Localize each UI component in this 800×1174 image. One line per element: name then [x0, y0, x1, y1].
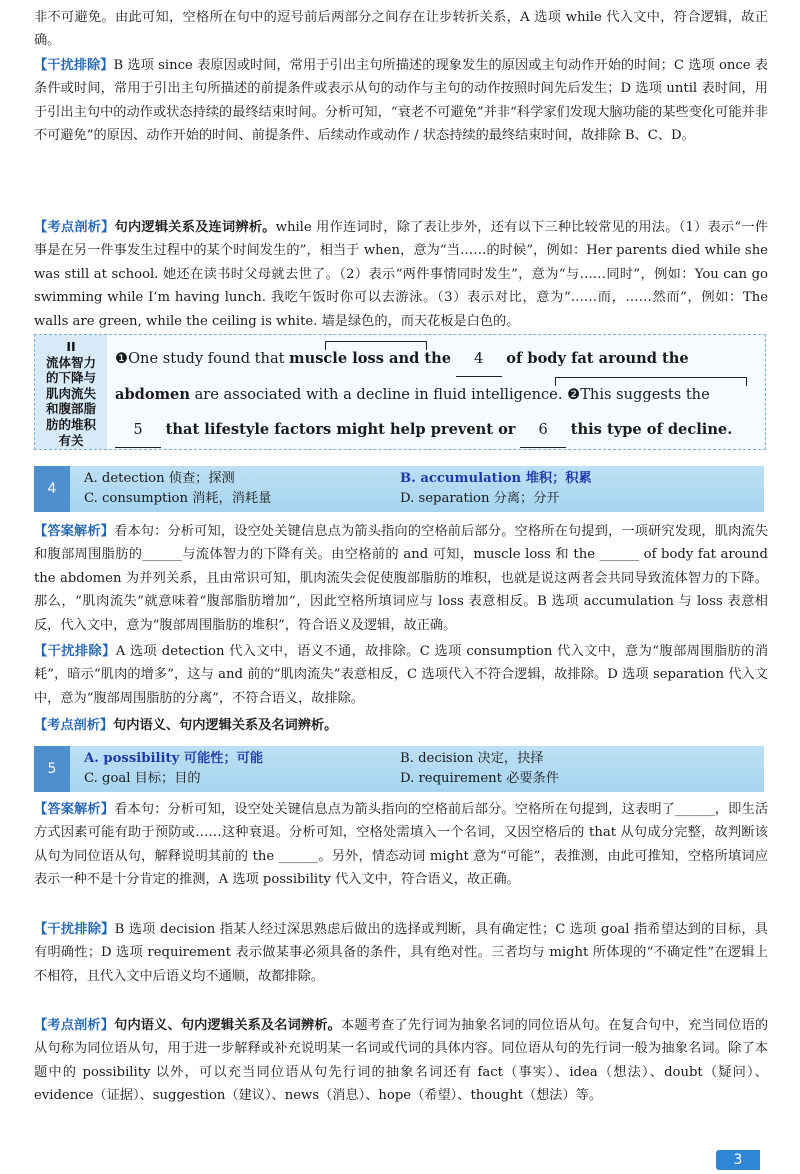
- q4-option-d[interactable]: D. separation 分离；分开: [400, 491, 560, 506]
- answer-label: 【答案解析】: [34, 524, 115, 539]
- q5-answer: 【答案解析】看本句：分析可知，设空处关键信息点为箭头指向的空格前后部分。空格所在句提到，这表明了______，即生活方式因素可能有助于预防或……这种衰退。分析可知，空格处需填入一个名词，又因空格后的 that 从句成分完整，故判断该从句为同位语从句，解释说明其前的 the ______。另外，情态动词 might 意为“可能”，表推测，由此可推知，空格所填词应表示一种不是十分肯定的推测，A 选项 possibility 代入文中，符合语义，故正确。: [34, 802, 769, 888]
- analysis-label: 【考点剖析】: [34, 1018, 115, 1033]
- q4-options: [34, 466, 764, 512]
- q5-number: 5: [34, 746, 70, 792]
- page-number: 3: [716, 1150, 760, 1170]
- answer-label: 【答案解析】: [34, 802, 115, 817]
- section-2-text: ❶One study found that muscle loss and the 4 of body fat around the abdomen are associated with a decline in fluid intelligence. ❷This suggests the 5 that lifestyle factors might help prevent or 6 this type of decline.: [115, 341, 757, 448]
- section-2-passage: [34, 334, 766, 450]
- q4-answer: 【答案解析】看本句：分析可知，设空处关键信息点为箭头指向的空格前后部分。空格所在句提到，一项研究发现，肌肉流失和腹部周围脂肪的______与流体智力的下降有关。由空格前的 and 可知，muscle loss 和 the ______ of body fat around the abdomen 为并列关系，且由常识可知，肌肉流失会促使腹部脂肪的堆积，也就是说这两者会共同导致流体智力的下降。那么，“肌肉流失”就意味着“腹部脂肪增加”，因此空格所填词应与 loss 表意相反。B 选项 accumulation 与 loss 表意相反，代入文中，意为“腹部周围脂肪的堆积”，符合语义及逻辑，故正确。: [34, 524, 768, 633]
- q4-option-b[interactable]: B. accumulation 堆积；积累: [400, 471, 592, 486]
- q4-distractor: 【干扰排除】A 选项 detection 代入文中，语义不通，故排除。C 选项 consumption 代入文中，意为“腹部周围脂肪的消耗”，暗示“肌肉的增多”，这与 and 前的“肌肉流失”表意相反，C 选项代入不符合逻辑，故排除。D 选项 separation 代入文中，意为“腹部周围脂肪的分离”，不符合语义，故排除。: [34, 644, 769, 706]
- q4-number: 4: [34, 466, 70, 512]
- analysis-label: 【考点剖析】: [34, 220, 115, 235]
- q5-option-d[interactable]: D. requirement 必要条件: [400, 771, 559, 786]
- q5-options: [34, 746, 764, 792]
- q4-option-a[interactable]: A. detection 侦查；探测: [84, 471, 235, 486]
- arrow-bracket-4: [325, 341, 427, 350]
- blank-5: 5: [115, 412, 161, 448]
- q5-analysis: 【考点剖析】句内语义、句内逻辑关系及名词辨析。本题考查了先行词为抽象名词的同位语从句。在复合句中，充当同位语的从句称为同位语从句，用于进一步解释或补充说明某一名词或代词的具体内容。同位语从句的先行词一般为抽象名词。除了本题中的 possibility 以外，可以充当同位语从句先行词的抽象名词还有 fact（事实）、idea（想法）、doubt（疑问）、evidence（证据）、suggestion（建议）、news（消息）、hope（希望）、thought（想法）等。: [34, 1018, 769, 1104]
- section-2-title: II 流体智力的下降与肌肉流失和腹部脂肪的堆积有关: [35, 335, 107, 449]
- q3-analysis: 【考点剖析】句内逻辑关系及连词辨析。while 用作连词时，除了表让步外，还有以下三种比较常见的用法。（1）表示“一件事是在另一件事发生过程中的某个时间发生的”，相当于 when，意为“当……的时候”，例如：Her parents died while she was still at school. 她还在读书时父母就去世了。（2）表示“两件事情同时发生”，意为“与……同时”，例如：You can go swimming while I’m having lunch. 我吃午饭时你可以去游泳。（3）表示对比，意为“……而，……然而”，例如：The walls are green, while the ceiling is white. 墙是绿色的，而天花板是白色的。: [34, 220, 768, 329]
- blank-4: 4: [456, 341, 502, 377]
- analysis-label: 【考点剖析】: [34, 718, 114, 733]
- arrow-bracket-5: [555, 377, 747, 386]
- q3-distractor: 【干扰排除】B 选项 since 表原因或时间，常用于引出主句所描述的现象发生的原因或主句动作开始的时间；C 选项 once 表条件或时间，常用于引出主句所描述的前提条件或表示从句的动作与主句的动作按照时间先后发生；D 选项 until 表时间，用于引出主句中的动作或状态持续的最终结束时间。分析可知，“衰老不可避免”并非“科学家们发现大脑功能的某些变化可能并非不可避免”的原因、动作开始的时间、前提条件、后续动作或动作 / 状态持续的最终结束时间，故排除 B、C、D。: [34, 58, 768, 144]
- distractor-label: 【干扰排除】: [34, 58, 114, 73]
- distractor-label: 【干扰排除】: [34, 922, 115, 937]
- q5-option-b[interactable]: B. decision 决定，抉择: [400, 751, 544, 766]
- q5-option-a[interactable]: A. possibility 可能性；可能: [84, 751, 264, 766]
- q5-distractor: 【干扰排除】B 选项 decision 指某人经过深思熟虑后做出的选择或判断，具有确定性；C 选项 goal 指希望达到的目标，具有明确性；D 选项 requirement 表示做某事必须具备的条件，具有绝对性。三者均与 might 所体现的“不确定性”在逻辑上不相符，且代入文中后语义均不通顺，故都排除。: [34, 922, 768, 984]
- blank-6: 6: [520, 412, 566, 448]
- distractor-label: 【干扰排除】: [34, 644, 116, 659]
- q5-option-c[interactable]: C. goal 目标；目的: [84, 771, 201, 786]
- q4-analysis: 【考点剖析】句内语义、句内逻辑关系及名词辨析。: [34, 718, 338, 733]
- q4-option-c[interactable]: C. consumption 消耗，消耗量: [84, 491, 272, 506]
- intro-paragraph: 非不可避免。由此可知，空格所在句中的逗号前后两部分之间存在让步转折关系，A 选项 while 代入文中，符合逻辑，故正确。: [34, 10, 768, 49]
